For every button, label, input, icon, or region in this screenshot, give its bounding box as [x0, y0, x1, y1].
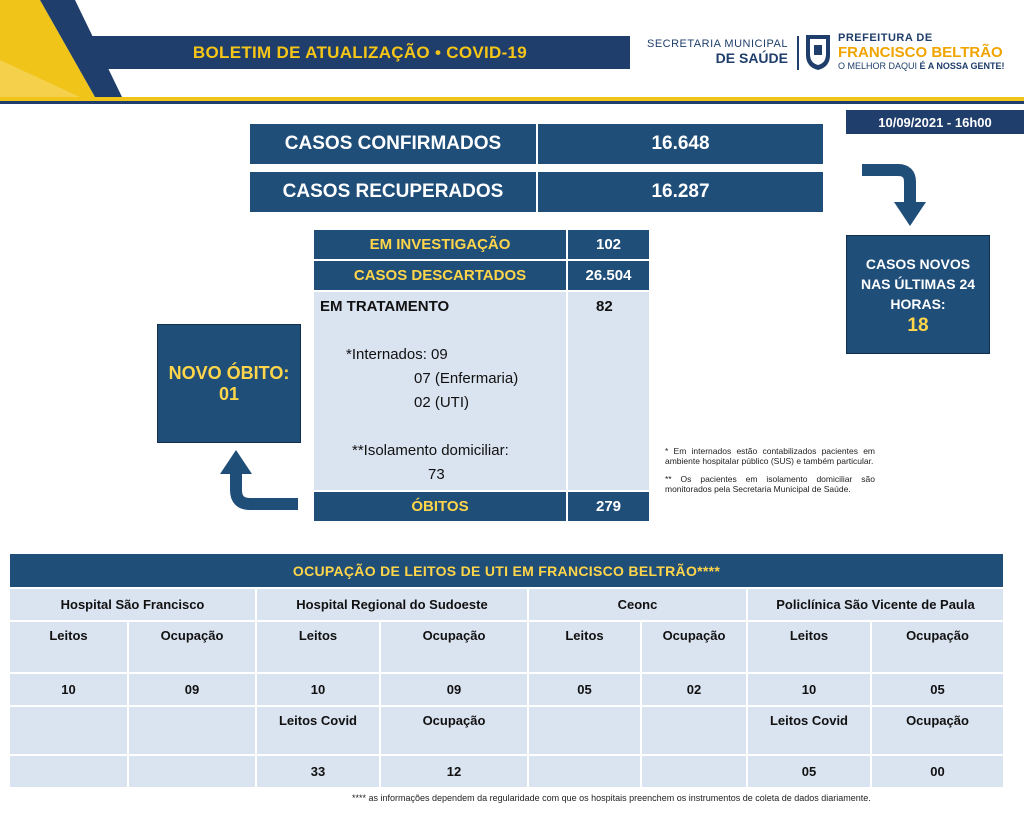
table-cell: 05 — [748, 756, 872, 789]
table-cell: Ocupação — [872, 707, 1003, 756]
deaths-row — [314, 492, 649, 521]
table-row — [10, 707, 1003, 756]
investigation-row — [314, 230, 649, 259]
secretaria-logo-text — [638, 38, 788, 66]
deaths-label: ÓBITOS — [314, 492, 566, 521]
table-cell: Ocupação — [642, 622, 748, 674]
discarded-label: CASOS DESCARTADOS — [314, 261, 566, 290]
bulletin-title: BOLETIM DE ATUALIZAÇÃO • COVID-19 — [90, 36, 630, 69]
arrow-up-left-icon — [212, 446, 302, 516]
confirmed-label: CASOS CONFIRMADOS — [250, 124, 536, 164]
treatment-label: EM TRATAMENTO — [320, 298, 450, 315]
discarded-value: 26.504 — [568, 261, 649, 290]
table-cell: 05 — [529, 674, 642, 707]
prefeitura-slogan — [838, 61, 1005, 71]
home-isolation-label: **Isolamento domiciliar: — [352, 442, 509, 459]
recovered-label: CASOS RECUPERADOS — [250, 172, 536, 212]
table-row — [10, 622, 1003, 674]
hospital-header: Hospital São Francisco — [10, 589, 257, 622]
icu-line: 02 (UTI) — [414, 394, 470, 411]
prefeitura-line2: FRANCISCO BELTRÃO — [838, 44, 1003, 61]
new-cases-line2: NAS ÚLTIMAS 24 — [860, 275, 976, 292]
treatment-value: 82 — [596, 298, 613, 315]
city-crest-icon — [804, 33, 832, 71]
discarded-row — [314, 261, 649, 290]
new-cases-line1: CASOS NOVOS — [865, 255, 971, 272]
table-cell — [642, 756, 748, 789]
table-cell: Leitos — [529, 622, 642, 674]
note-hospitalized: * Em internados estão contabilizados pacientes em ambiente hospitalar público (SUS) e também particular. — [665, 446, 875, 466]
table-cell — [10, 707, 129, 756]
icu-occupancy-table — [10, 589, 1003, 789]
new-death-box — [157, 324, 301, 443]
new-cases-value: 18 — [907, 314, 929, 336]
recovered-row — [250, 172, 823, 212]
table-cell: Ocupação — [872, 622, 1003, 674]
footnotes — [665, 446, 875, 502]
table-cell: 10 — [748, 674, 872, 707]
new-death-value: 01 — [218, 383, 240, 404]
secretaria-line2: DE SAÚDE — [715, 50, 788, 66]
table-cell: Ocupação — [381, 622, 529, 674]
note-isolation: ** Os pacientes em isolamento domiciliar são monitorados pela Secretaria Municipal de Saúde. — [665, 474, 875, 494]
table-row — [10, 756, 1003, 789]
table-cell — [642, 707, 748, 756]
prefeitura-logo-text — [838, 32, 1005, 71]
deaths-value: 279 — [568, 492, 649, 521]
confirmed-value: 16.648 — [538, 124, 823, 164]
hospitalized-line: *Internados: 09 — [346, 346, 448, 363]
investigation-value: 102 — [568, 230, 649, 259]
table-cell: 33 — [257, 756, 381, 789]
hospital-header: Ceonc — [529, 589, 748, 622]
hospital-header: Hospital Regional do Sudoeste — [257, 589, 529, 622]
arrow-down-right-icon — [858, 164, 938, 230]
table-cell: 09 — [381, 674, 529, 707]
table-cell: 12 — [381, 756, 529, 789]
prefeitura-line1: PREFEITURA DE — [838, 32, 933, 44]
table-cell: Leitos — [257, 622, 381, 674]
table-cell — [129, 756, 257, 789]
table-cell: 10 — [257, 674, 381, 707]
table-cell: Leitos Covid — [748, 707, 872, 756]
table-cell — [529, 707, 642, 756]
table-cell — [529, 756, 642, 789]
table-footnote: **** as informações dependem da regularidade com que os hospitais preenchem os instrumentos de coleta de dados diariamente. — [352, 793, 871, 803]
new-cases-box — [846, 235, 990, 354]
table-cell: Leitos Covid — [257, 707, 381, 756]
new-cases-line3: HORAS: — [890, 295, 946, 312]
investigation-label: EM INVESTIGAÇÃO — [314, 230, 566, 259]
bulletin-date: 10/09/2021 - 16h00 — [846, 110, 1024, 134]
logo-divider — [797, 36, 799, 70]
icu-occupancy-title: OCUPAÇÃO DE LEITOS DE UTI EM FRANCISCO BELTRÃO**** — [10, 554, 1003, 587]
table-cell: 02 — [642, 674, 748, 707]
confirmed-row — [250, 124, 823, 164]
new-death-label: NOVO ÓBITO: — [168, 362, 290, 383]
treatment-box — [314, 292, 649, 490]
ward-line: 07 (Enfermaria) — [414, 370, 519, 387]
slogan-b: É A NOSSA GENTE! — [919, 61, 1005, 71]
header-navy-line — [0, 101, 1024, 104]
table-cell: Leitos — [10, 622, 129, 674]
recovered-value: 16.287 — [538, 172, 823, 212]
table-cell — [10, 756, 129, 789]
table-cell — [129, 707, 257, 756]
treatment-divider — [566, 292, 568, 490]
hospital-header: Policlínica São Vicente de Paula — [748, 589, 1003, 622]
table-row — [10, 589, 1003, 622]
table-row — [10, 674, 1003, 707]
table-cell: Ocupação — [129, 622, 257, 674]
slogan-a: O MELHOR DAQUI — [838, 61, 918, 71]
table-cell: Leitos — [748, 622, 872, 674]
table-cell: Ocupação — [381, 707, 529, 756]
table-cell: 05 — [872, 674, 1003, 707]
secretaria-line1: SECRETARIA MUNICIPAL — [646, 38, 788, 50]
table-cell: 09 — [129, 674, 257, 707]
table-cell: 00 — [872, 756, 1003, 789]
home-isolation-value: 73 — [428, 466, 445, 483]
table-cell: 10 — [10, 674, 129, 707]
